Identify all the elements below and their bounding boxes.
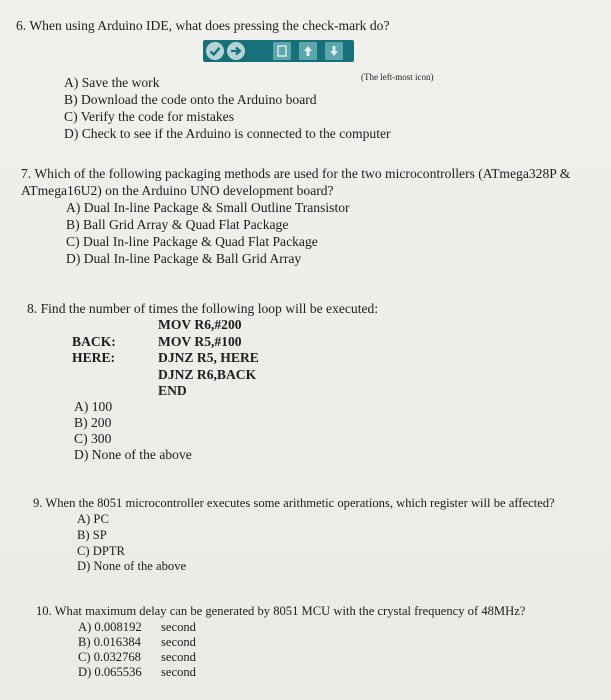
- question-6: 6. When using Arduino IDE, what does pressing the check-mark do?: [16, 18, 390, 33]
- question-7-line-1: 7. Which of the following packaging methods are used for the two microcontrollers (ATmega328P &: [21, 166, 571, 181]
- q10-option-b: B) 0.016384: [78, 635, 141, 649]
- q10-option-a-unit: second: [161, 620, 196, 634]
- code-label-back: BACK:: [72, 334, 116, 349]
- arduino-toolbar-image: [203, 40, 354, 62]
- q6-option-a: A) Save the work: [64, 75, 160, 90]
- q9-option-b: B) SP: [77, 528, 107, 542]
- code-line-2: MOV R5,#100: [158, 334, 242, 349]
- question-8: 8. Find the number of times the following loop will be executed:: [27, 301, 379, 316]
- question-7-line-2: ATmega16U2) on the Arduino UNO development board?: [21, 183, 334, 198]
- q7-option-b: B) Ball Grid Array & Quad Flat Package: [66, 217, 289, 232]
- question-10: 10. What maximum delay can be generated by 8051 MCU with the crystal frequency of 48MHz?: [36, 604, 526, 618]
- q10-option-a: A) 0.008192: [78, 620, 142, 634]
- question-9: 9. When the 8051 microcontroller executes some arithmetic operations, which register will be affected?: [33, 496, 555, 510]
- q10-option-c: C) 0.032768: [78, 650, 141, 664]
- q10-option-c-unit: second: [161, 650, 196, 664]
- q10-option-d: D) 0.065536: [78, 665, 142, 679]
- q6-option-d: D) Check to see if the Arduino is connected to the computer: [64, 126, 391, 141]
- q6-option-c: C) Verify the code for mistakes: [64, 109, 235, 124]
- code-line-5: END: [158, 383, 187, 398]
- q7-option-a: A) Dual In-line Package & Small Outline Transistor: [66, 200, 350, 215]
- q8-option-d: D) None of the above: [74, 447, 192, 462]
- code-line-4: DJNZ R6,BACK: [158, 367, 257, 382]
- q8-option-a: A) 100: [74, 399, 113, 414]
- toolbar-note: (The left-most icon): [361, 72, 434, 82]
- save-icon: [325, 42, 343, 60]
- code-label-here: HERE:: [72, 350, 116, 365]
- upload-icon: [227, 42, 245, 60]
- new-icon: [273, 42, 291, 60]
- open-icon: [299, 42, 317, 60]
- q8-option-c: C) 300: [74, 431, 112, 446]
- verify-icon: [206, 42, 224, 60]
- q6-option-b: B) Download the code onto the Arduino board: [64, 92, 317, 107]
- q9-option-c: C) DPTR: [77, 544, 125, 558]
- q7-option-c: C) Dual In-line Package & Quad Flat Package: [66, 234, 318, 249]
- q9-option-d: D) None of the above: [77, 559, 187, 573]
- code-line-1: MOV R6,#200: [158, 317, 242, 332]
- q8-option-b: B) 200: [74, 415, 112, 430]
- q9-option-a: A) PC: [77, 512, 109, 526]
- q10-option-d-unit: second: [161, 665, 196, 679]
- code-line-3: DJNZ R5, HERE: [158, 350, 259, 365]
- q10-option-b-unit: second: [161, 635, 196, 649]
- q7-option-d: D) Dual In-line Package & Ball Grid Array: [66, 251, 302, 266]
